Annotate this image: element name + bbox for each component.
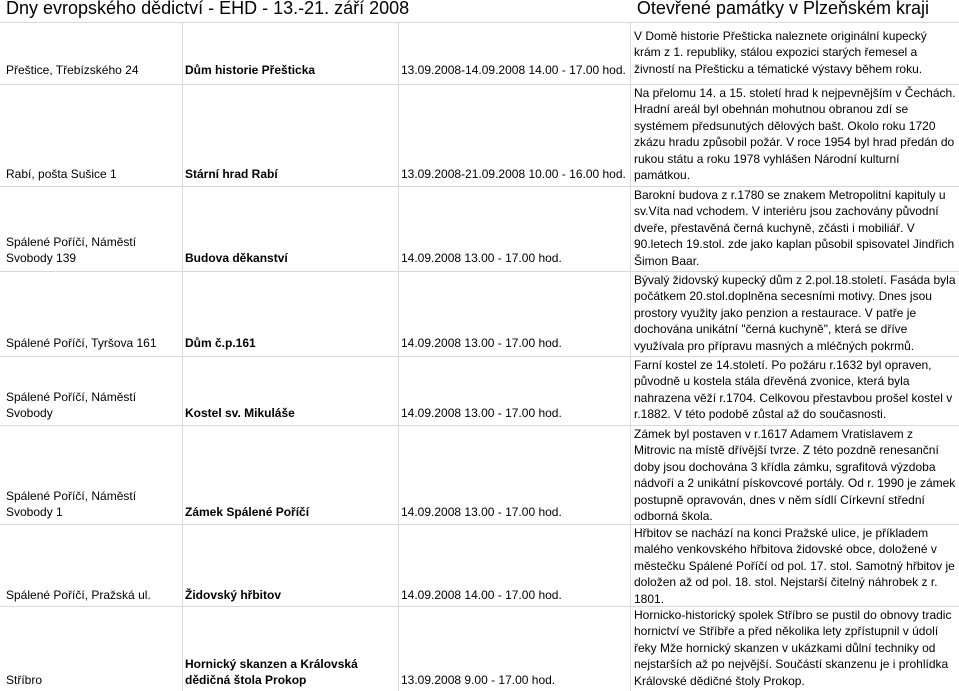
address-cell: Spálené Poříčí, Tyršova 161 <box>6 336 157 350</box>
page-title: Dny evropského dědictví - EHD - 13.-21. září 2008 <box>6 0 410 18</box>
address-cell: Spálené Poříčí, Náměstí Svobody 1 <box>6 489 137 519</box>
address-cell: Stříbro <box>6 673 43 687</box>
monument-name: Budova děkanství <box>185 251 288 265</box>
region-title: Otevřené památky v Plzeňském kraji <box>636 0 929 18</box>
monument-name: Kostel sv. Mikuláše <box>185 406 295 420</box>
monument-name: Židovský hřbitov <box>185 588 282 602</box>
monument-name: Hornický skanzen a Královská dědičná štola Prokop <box>185 657 358 687</box>
opening-date: 14.09.2008 13.00 - 17.00 hod. <box>401 336 562 350</box>
description-cell: Zámek byl postaven v r.1617 Adamem Vratislavem z Mitrovic na místě dřívější tvrze. Z této pozdně renesanční doby jsou dochována 3 křídla zámku, sgrafitová výzdoba nádvoří a 2 unikátní pískovcové portály. Od r. 1990 je zámek postupně opravován, dnes v něm sídlí Církevní střední odborná škola. <box>634 427 956 524</box>
opening-date: 14.09.2008 14.00 - 17.00 hod. <box>401 588 562 602</box>
monument-name: Dům č.p.161 <box>185 336 256 350</box>
row-divider <box>0 22 959 23</box>
opening-date: 14.09.2008 13.00 - 17.00 hod. <box>401 505 562 519</box>
description-cell: Bývalý židovský kupecký dům z 2.pol.18.století. Fasáda byla počátkem 20.stol.doplněna secesními motivy. Dnes jsou prostory využity jako penzion a restaurace. V patře je dochována unikátní "černá kuchyně", která se dříve využívala pro přípravu masných a mléčných pokrmů. <box>634 273 956 353</box>
opening-date: 14.09.2008 13.00 - 17.00 hod. <box>401 406 562 420</box>
description-cell: Barokní budova z r.1780 se znakem Metropolitní kapituly u sv.Víta nad vchodem. V interiéru jsou zachovány původní dveře, přestavěná černá kuchyně, zčásti i mobiliář. V 90.letech 19.stol. zde jako kaplan působil spisovatel Jindřich Šimon Baar. <box>634 188 955 268</box>
description-cell: Farní kostel ze 14.století. Po požáru r.1632 byl opraven, původně u kostela stála dřevěná zvonice, která byla nahrazena věží r.1704. Celkovou přestavbou prošel kostel v r.1882. V této podobě zůstal až do současnosti. <box>634 358 953 422</box>
description-cell: Hornicko-historický spolek Stříbro se pustil do obnovy tradic hornictví ve Stříbře a před několika lety zpřístupnil v údolí řeky Mže hornický skanzen v ukázkami důlní techniky od nejstarších až po nejvější. Součástí skanzenu je i prohlídka Královské dědičné štoly Prokop. <box>634 608 952 688</box>
description-cell: Na přelomu 14. a 15. století hrad k nejpevnějším v Čechách. Hradní areál byl obehnán mohutnou obranou zdí se systémem předsunutých dělových bašt. Okolo roku 1720 zkázu hradu způsobil požár. V roce 1954 byl hrad předán do rukou státu a roku 1978 vyhlášen Národní kulturní památkou. <box>634 86 956 183</box>
address-cell: Rabí, pošta Sušice 1 <box>6 167 117 181</box>
monument-name: Dům historie Přešticka <box>185 63 316 77</box>
address-cell: Spálené Poříčí, Pražská ul. <box>6 588 151 602</box>
opening-date: 13.09.2008-21.09.2008 10.00 - 16.00 hod. <box>401 167 626 181</box>
address-cell: Spálené Poříčí, Náměstí Svobody <box>6 390 137 420</box>
opening-date: 14.09.2008 13.00 - 17.00 hod. <box>401 251 562 265</box>
opening-date: 13.09.2008 9.00 - 17.00 hod. <box>401 673 556 687</box>
monument-name: Zámek Spálené Poříčí <box>185 505 310 519</box>
monument-name: Stární hrad Rabí <box>185 167 278 181</box>
description-cell: Hřbitov se nachází na konci Pražské ulice, je příkladem malého venkovského hřbitova židovské obce, doložené v městečku Spálené Poříčí od pol. 17. stol. Samotný hřbitov je doložen až od pol. 18. stol. Nejstarší čitelný náhrobek z r. 1801. <box>634 526 955 606</box>
description-cell: V Domě historie Přešticka naleznete originální kupecký krám z 1. republiky, stálou expozici starých řemesel a živností na Přešticku a tématické výstavy během roku. <box>634 29 927 76</box>
address-cell: Spálené Poříčí, Náměstí Svobody 139 <box>6 235 137 265</box>
address-cell: Přeštice, Třebízského 24 <box>6 63 139 77</box>
opening-date: 13.09.2008-14.09.2008 14.00 - 17.00 hod. <box>401 63 626 77</box>
